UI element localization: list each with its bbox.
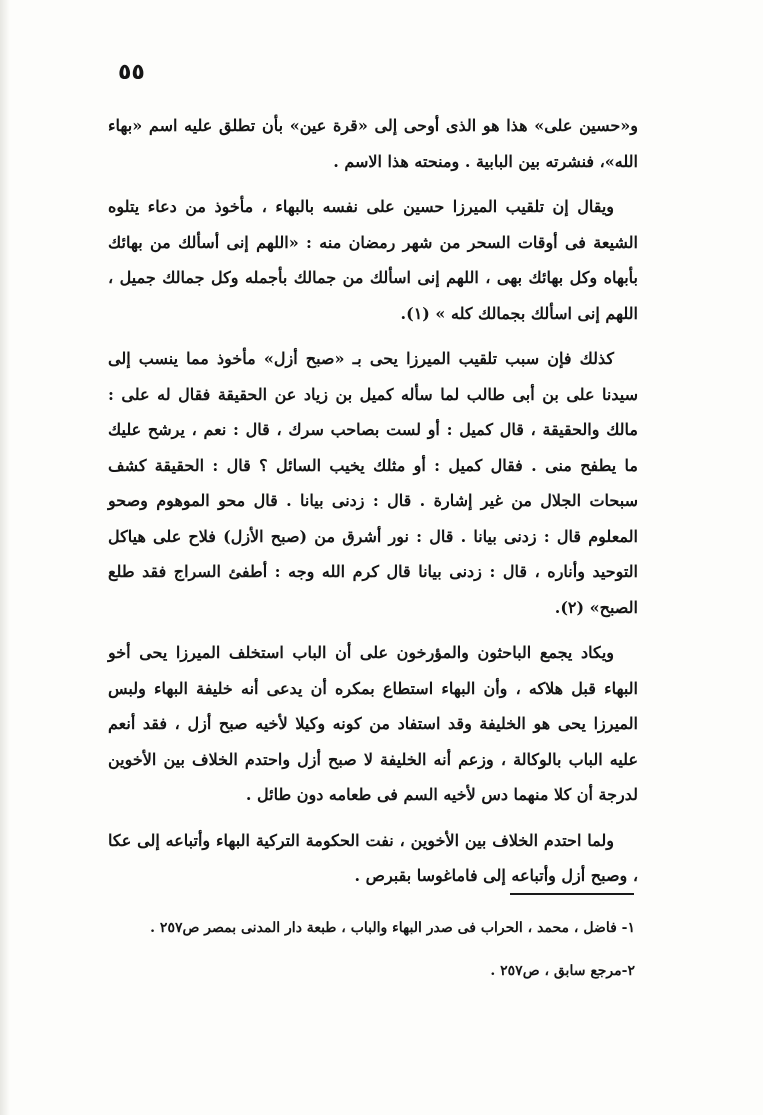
paragraph-2: ويقال إن تلقيب الميرزا حسين على نفسه بالبهاء ، مأخوذ من دعاء يتلوه الشيعة فى أوقات السحر من شهر رمضان منه : «اللهم إنى أسألك من بهائك بأبهاه وكل بهائك بهى ، اللهم إنى اسألك من جمالك بأجمله وكل جمالك جميل ، اللهم إنى اسألك بجمالك كله » (١). — [108, 197, 638, 323]
scan-edge-shadow — [0, 0, 10, 1115]
footnotes — [150, 917, 635, 982]
paragraph-1: و«حسين على» هذا هو الذى أوحى إلى «قرة عين» بأن تطلق عليه اسم «بهاء الله»، فنشرته بين البابية . ومنحته هذا الاسم . — [108, 116, 638, 171]
paragraph-5: ولما احتدم الخلاف بين الأخوين ، نفت الحكومة التركية البهاء وأتباعه إلى عكا ، وصبح أزل وأتباعه إلى فاماغوسا بقبرص . — [108, 830, 638, 885]
paragraph-4: ويكاد يجمع الباحثون والمؤرخون على أن الباب استخلف الميرزا يحى أخو البهاء قبل هلاكه ، وأن البهاء استطاع بمكره أن يدعى أنه خليفة البهاء ولبس الميرزا يحى هو الخليفة وقد استفاد من كونه وكيلا لأخيه صبح أزل ، فقد أنعم عليه الباب بالوكالة ، وزعم أنه الخليفة لا صبح أزل واحتدم الخلاف بين الأخوين لدرجة أن كلا منهما دس لأخيه السم فى طعامه دون طائل . — [108, 643, 638, 804]
page-number: ٥٥ — [118, 60, 145, 85]
footnote-2: ٢-مرجع سابق ، ص٢٥٧ . — [490, 963, 635, 979]
footnote-separator — [510, 893, 634, 895]
main-text — [108, 108, 638, 904]
footnote-1: ١- فاضل ، محمد ، الحراب فى صدر البهاء والباب ، طبعة دار المدنى بمصر ص٢٥٧ . — [150, 920, 635, 936]
paragraph-3: كذلك فإن سبب تلقيب الميرزا يحى بـ «صبح أزل» مأخوذ مما ينسب إلى سيدنا على بن أبى طالب لما سأله كميل بن زياد عن الحقيقة فقال له على : مالك والحقيقة ، قال كميل : أو لست بصاحب سرك ، قال : نعم ، يرشح عليك ما يطفح منى . فقال كميل : أو مثلك يخيب السائل ؟ قال : الحقيقة كشف سبحات الجلال من غير إشارة . قال : زدنى بيانا . قال محو الموهوم وصحو المعلوم قال : زدنى بيانا . قال : نور أشرق من (صبح الأزل) فلاح على هياكل التوحيد وأناره ، قال : زدنى بيانا قال كرم الله وجه : أطفئ السراج فقد طلع الصبح» (٢). — [108, 349, 638, 617]
